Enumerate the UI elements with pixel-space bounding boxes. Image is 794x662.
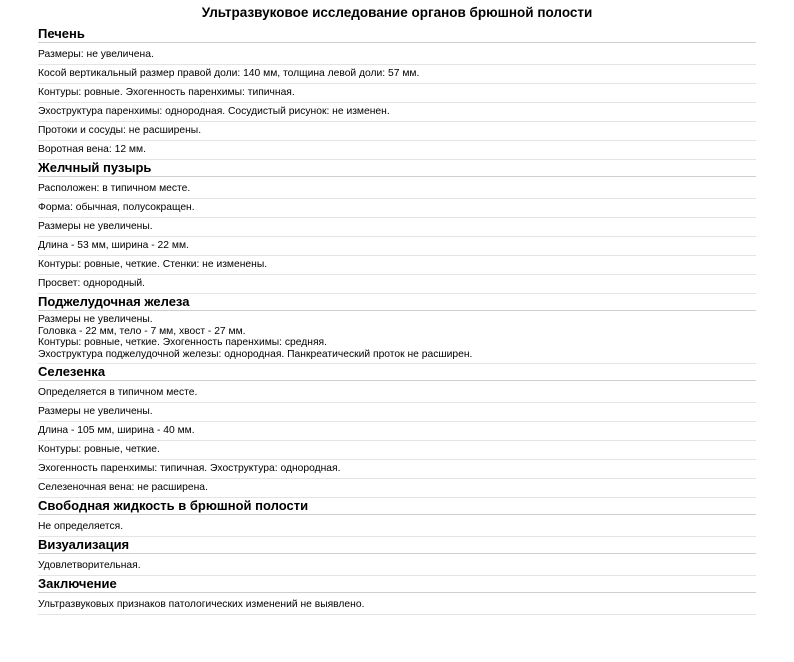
section-title-gallbladder: Желчный пузырь bbox=[38, 160, 756, 177]
liver-echostructure-row: Эхоструктура паренхимы: однородная. Сосудистый рисунок: не изменен. bbox=[38, 103, 756, 122]
pancreas-echostructure-line: Эхоструктура поджелудочной железы: однородная. Панкреатический проток не расширен. bbox=[38, 348, 473, 360]
section-title-visualization: Визуализация bbox=[38, 537, 756, 554]
spleen-dimensions-row: Длина - 105 мм, ширина - 40 мм. bbox=[38, 422, 756, 441]
liver-ducts-row: Протоки и сосуды: не расширены. bbox=[38, 122, 756, 141]
section-free-fluid bbox=[38, 498, 756, 537]
pancreas-dimensions-line: Головка - 22 мм, тело - 7 мм, хвост - 27 мм. bbox=[38, 325, 246, 337]
liver-lobe-dimensions-row: Косой вертикальный размер правой доли: 140 мм, толщина левой доли: 57 мм. bbox=[38, 65, 756, 84]
liver-portal-vein-row: Воротная вена: 12 мм. bbox=[38, 141, 756, 160]
spleen-location-row: Определяется в типичном месте. bbox=[38, 384, 756, 403]
section-pancreas bbox=[38, 294, 756, 364]
conclusion-row: Ультразвуковых признаков патологических изменений не выявлено. bbox=[38, 596, 756, 615]
section-gallbladder bbox=[38, 160, 756, 294]
section-title-liver: Печень bbox=[38, 26, 756, 43]
gallbladder-contours-row: Контуры: ровные, четкие. Стенки: не изменены. bbox=[38, 256, 756, 275]
spleen-echogenicity-row: Эхогенность паренхимы: типичная. Эхоструктура: однородная. bbox=[38, 460, 756, 479]
report-page bbox=[38, 0, 756, 615]
spleen-size-row: Размеры не увеличены. bbox=[38, 403, 756, 422]
spleen-contours-row: Контуры: ровные, четкие. bbox=[38, 441, 756, 460]
gallbladder-dimensions-row: Длина - 53 мм, ширина - 22 мм. bbox=[38, 237, 756, 256]
section-liver bbox=[38, 26, 756, 160]
gallbladder-shape-row: Форма: обычная, полусокращен. bbox=[38, 199, 756, 218]
gallbladder-lumen-row: Просвет: однородный. bbox=[38, 275, 756, 294]
gallbladder-size-row: Размеры не увеличены. bbox=[38, 218, 756, 237]
section-title-pancreas: Поджелудочная железа bbox=[38, 294, 756, 311]
report-title: Ультразвуковое исследование органов брюшной полости bbox=[201, 5, 593, 20]
section-conclusion bbox=[38, 576, 756, 615]
pancreas-size-line: Размеры не увеличены. bbox=[38, 314, 153, 325]
liver-contours-row: Контуры: ровные. Эхогенность паренхимы: типичная. bbox=[38, 84, 756, 103]
spleen-vein-row: Селезеночная вена: не расширена. bbox=[38, 479, 756, 498]
free-fluid-row: Не определяется. bbox=[38, 518, 756, 537]
pancreas-contours-line: Контуры: ровные, четкие. Эхогенность паренхимы: средняя. bbox=[38, 337, 327, 348]
section-visualization bbox=[38, 537, 756, 576]
pancreas-description bbox=[38, 311, 756, 364]
section-title-conclusion: Заключение bbox=[38, 576, 756, 593]
section-spleen bbox=[38, 364, 756, 498]
section-title-spleen: Селезенка bbox=[38, 364, 756, 381]
visualization-row: Удовлетворительная. bbox=[38, 557, 756, 576]
section-title-free-fluid: Свободная жидкость в брюшной полости bbox=[38, 498, 756, 515]
gallbladder-location-row: Расположен: в типичном месте. bbox=[38, 180, 756, 199]
liver-size-row: Размеры: не увеличена. bbox=[38, 46, 756, 65]
